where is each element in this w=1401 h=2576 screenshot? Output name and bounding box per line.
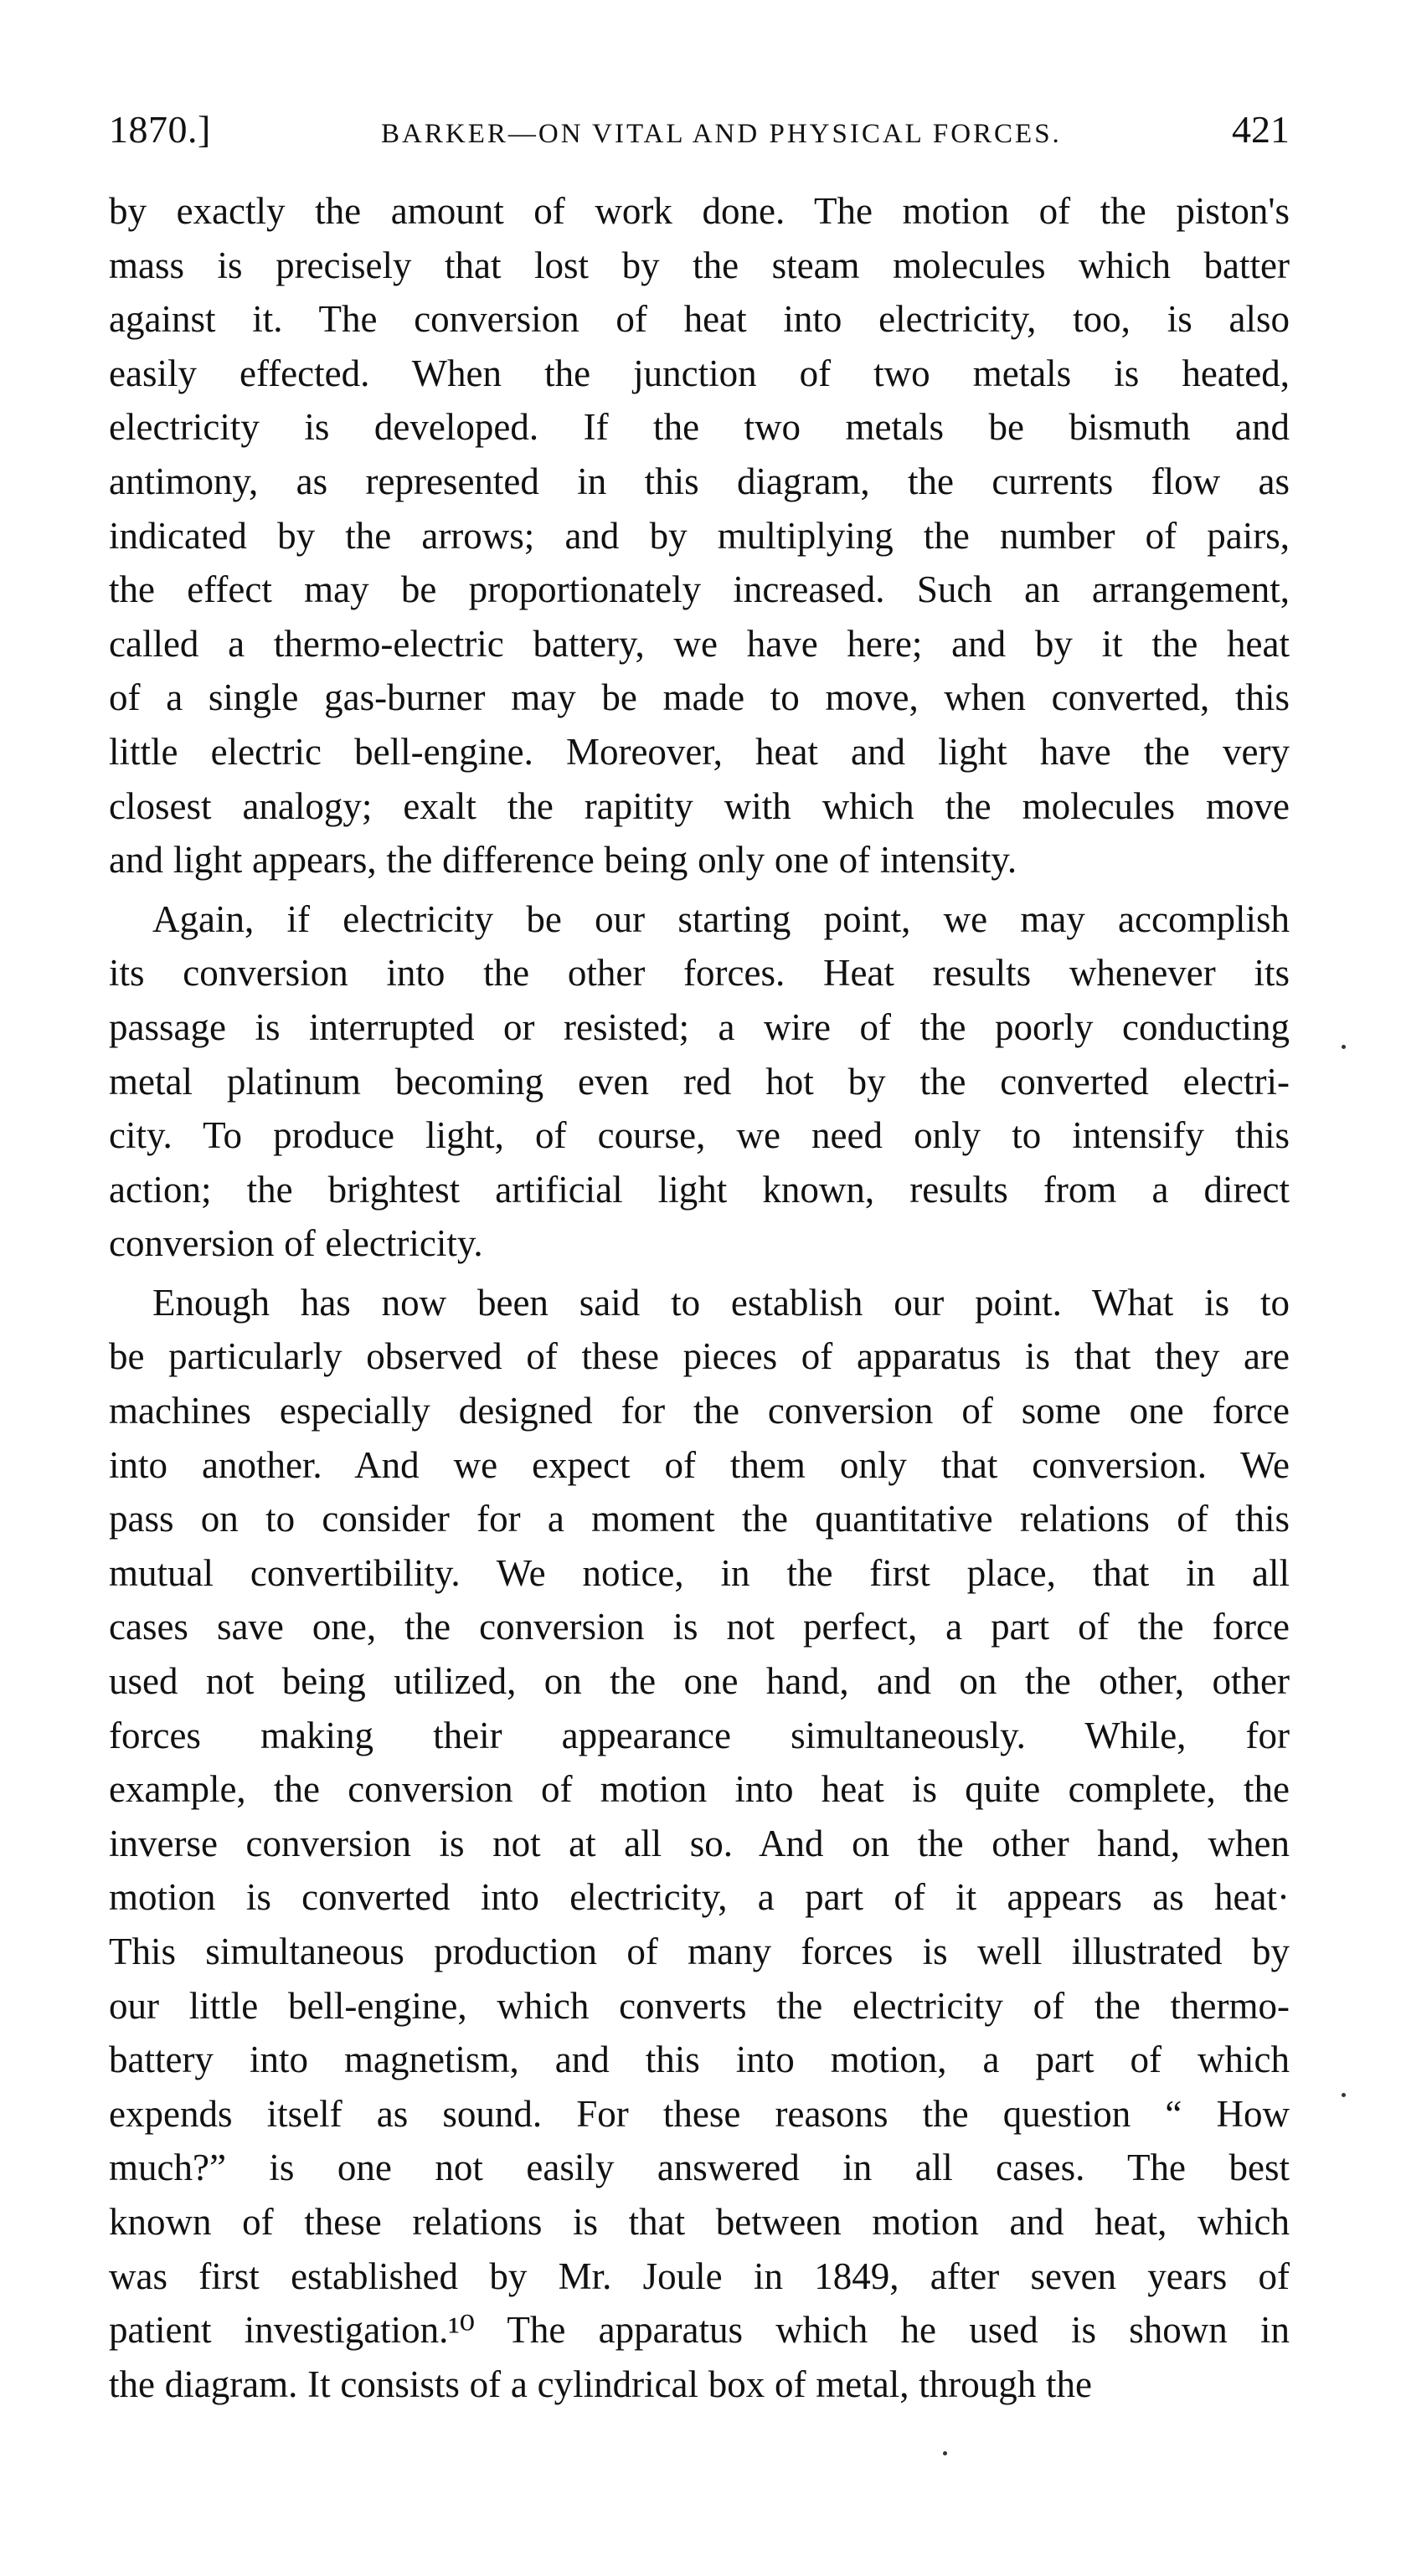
- text-line: expends itself as sound. For these reasons the question “ How: [109, 2092, 1290, 2135]
- text-line: easily effected. When the junction of two metals is heated,: [109, 352, 1290, 394]
- text-line: our little bell-engine, which converts the electricity of the thermo-: [109, 1984, 1290, 2027]
- text-line: known of these relations is that between motion and heat, which: [109, 2200, 1290, 2243]
- paragraph: [109, 892, 1290, 1271]
- text-line: This simultaneous production of many forces is well illustrated by: [109, 1931, 1290, 1972]
- text-line: passage is interrupted or resisted; a wire of the poorly conducting: [109, 1005, 1290, 1048]
- paragraph: [109, 184, 1290, 887]
- text-line: little electric bell-engine. Moreover, heat and light have the very: [109, 730, 1290, 773]
- text-line: example, the conversion of motion into heat is quite complete, the: [109, 1768, 1290, 1811]
- page: [109, 107, 1290, 2416]
- text-line: be particularly observed of these pieces of apparatus is that they are: [109, 1335, 1290, 1378]
- speck: [1342, 2093, 1346, 2097]
- text-line: Enough has now been said to establish our point. What is to: [152, 1281, 1290, 1324]
- text-line: mass is precisely that lost by the steam molecules which batter: [109, 244, 1290, 286]
- text-line: Again, if electricity be our starting point, we may accomplish: [152, 897, 1290, 940]
- header-year: 1870.]: [109, 108, 211, 151]
- text-line: metal platinum becoming even red hot by the converted electri-: [109, 1060, 1290, 1103]
- text-line: the diagram. It consists of a cylindrical box of metal, through the: [109, 2363, 1092, 2405]
- text-line: electricity is developed. If the two metals be bismuth and: [109, 406, 1290, 449]
- text-line: patient investigation.¹⁰ The apparatus which he used is shown in: [109, 2309, 1290, 2352]
- page-number: 421: [1232, 108, 1290, 151]
- text-line: conversion of electricity.: [109, 1222, 483, 1265]
- text-line: action; the brightest artificial light known, results from a direct: [109, 1168, 1290, 1211]
- text-line: into another. And we expect of them only that conversion. We: [109, 1443, 1290, 1486]
- text-line: called a thermo-electric battery, we have here; and by it the heat: [109, 622, 1290, 665]
- text-line: mutual convertibility. We notice, in the first place, that in all: [109, 1551, 1290, 1594]
- header-title: BARKER—ON VITAL AND PHYSICAL FORCES.: [381, 119, 1062, 149]
- text-line: pass on to consider for a moment the quantitative relations of this: [109, 1498, 1290, 1540]
- text-line: against it. The conversion of heat into electricity, too, is also: [109, 298, 1290, 341]
- speck: [1342, 1045, 1346, 1049]
- text-line: much?” is one not easily answered in all cases. The best: [109, 2147, 1290, 2189]
- speck: [943, 2451, 947, 2455]
- text-line: of a single gas-burner may be made to move, when converted, this: [109, 676, 1290, 719]
- body-text: [109, 184, 1290, 2411]
- text-line: was first established by Mr. Joule in 1849, after seven years of: [109, 2255, 1290, 2297]
- running-head: [109, 107, 1290, 167]
- text-line: battery into magnetism, and this into motion, a part of which: [109, 2039, 1290, 2081]
- text-line: forces making their appearance simultaneously. While, for: [109, 1714, 1290, 1756]
- paragraph: [109, 1276, 1290, 2411]
- text-line: city. To produce light, of course, we need only to intensify this: [109, 1114, 1290, 1157]
- text-line: inverse conversion is not at all so. And on the other hand, when: [109, 1822, 1290, 1864]
- text-line: antimony, as represented in this diagram, the currents flow as: [109, 460, 1290, 502]
- text-line: the effect may be proportionately increased. Such an arrangement,: [109, 568, 1290, 611]
- text-line: by exactly the amount of work done. The motion of the piston's: [109, 190, 1290, 232]
- text-line: and light appears, the difference being only one of intensity.: [109, 839, 1017, 882]
- text-line: closest analogy; exalt the rapitity with which the molecules move: [109, 784, 1290, 827]
- text-line: machines especially designed for the conversion of some one force: [109, 1390, 1290, 1432]
- text-line: its conversion into the other forces. Heat results whenever its: [109, 952, 1290, 995]
- text-line: used not being utilized, on the one hand, and on the other, other: [109, 1660, 1290, 1703]
- text-line: motion is converted into electricity, a part of it appears as heat·: [109, 1876, 1290, 1919]
- text-line: indicated by the arrows; and by multiplying the number of pairs,: [109, 514, 1290, 557]
- text-line: cases save one, the conversion is not perfect, a part of the force: [109, 1606, 1290, 1648]
